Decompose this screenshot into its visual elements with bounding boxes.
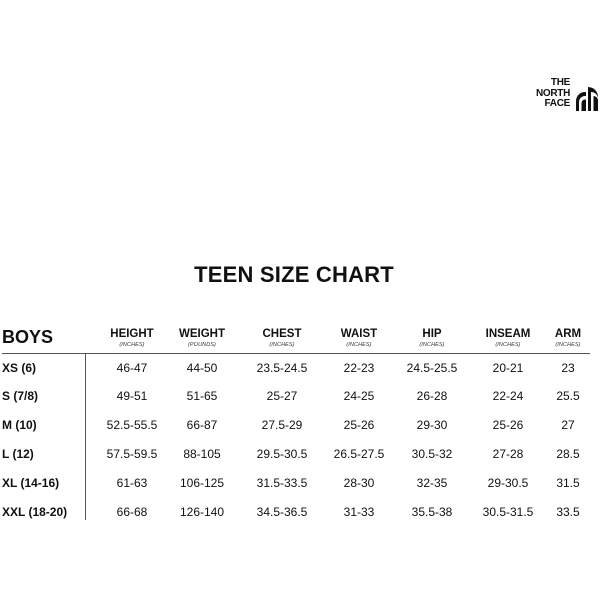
weight-cell: 126-140 (179, 505, 225, 519)
column-header-hip (400, 328, 464, 349)
weight-cell: 66-87 (186, 418, 218, 432)
inseam-cell: 29-30.5 (487, 476, 529, 490)
table-row (0, 476, 600, 496)
chest-cell: 29.5-30.5 (256, 447, 308, 461)
column-header-inseam (474, 328, 542, 349)
inseam-cell: 20-21 (492, 361, 524, 375)
inseam-cell: 30.5-31.5 (482, 505, 534, 519)
hip-cell: 24.5-25.5 (406, 361, 458, 375)
chest-cell: 31.5-33.5 (256, 476, 308, 490)
arm-cell: 25.5 (556, 389, 580, 403)
inseam-cell: 25-26 (492, 418, 524, 432)
height-cell: 46-47 (116, 361, 148, 375)
size-label: XS (6) (2, 361, 37, 375)
arm-cell: 31.5 (556, 476, 580, 490)
column-label: HEIGHT (110, 328, 154, 340)
table-row (0, 361, 600, 381)
column-unit: (INCHES) (346, 342, 372, 348)
column-label: CHEST (262, 328, 302, 340)
arm-cell: 27 (561, 418, 575, 432)
size-label: XL (14-16) (2, 476, 60, 490)
height-cell: 49-51 (116, 389, 148, 403)
waist-cell: 24-25 (343, 389, 375, 403)
column-unit: (INCHES) (555, 342, 581, 348)
column-header-height (100, 328, 164, 349)
height-cell: 61-63 (116, 476, 148, 490)
column-unit: (INCHES) (495, 342, 521, 348)
chest-cell: 25-27 (266, 389, 298, 403)
column-label: WAIST (340, 328, 378, 340)
chest-cell: 23.5-24.5 (256, 361, 308, 375)
column-label: ARM (554, 328, 582, 340)
height-cell: 57.5-59.5 (106, 447, 158, 461)
table-header (0, 326, 600, 354)
size-label: S (7/8) (2, 389, 39, 403)
column-unit: (INCHES) (419, 342, 445, 348)
size-label: M (10) (2, 418, 37, 432)
height-cell: 52.5-55.5 (106, 418, 158, 432)
column-label: WEIGHT (179, 328, 225, 340)
chest-cell: 27.5-29 (261, 418, 303, 432)
the-north-face-logo (526, 78, 598, 114)
chest-cell: 34.5-36.5 (256, 505, 308, 519)
arm-cell: 23 (561, 361, 575, 375)
hip-cell: 32-35 (416, 476, 448, 490)
waist-cell: 26.5-27.5 (333, 447, 385, 461)
column-header-arm (545, 328, 591, 349)
hip-cell: 30.5-32 (411, 447, 453, 461)
column-unit: (INCHES) (119, 342, 145, 348)
column-header-waist (326, 328, 392, 349)
group-label: BOYS (2, 327, 54, 347)
weight-cell: 44-50 (186, 361, 218, 375)
size-label: XXL (18-20) (2, 505, 68, 519)
column-header-chest (248, 328, 316, 349)
table-row (0, 418, 600, 438)
waist-cell: 22-23 (343, 361, 375, 375)
hip-cell: 26-28 (416, 389, 448, 403)
logo-wordmark (536, 78, 570, 110)
logo-line-2: NORTH (535, 87, 570, 99)
inseam-cell: 27-28 (492, 447, 524, 461)
height-cell: 66-68 (116, 505, 148, 519)
table-row (0, 505, 600, 525)
column-label: INSEAM (485, 328, 531, 340)
column-unit: (POUNDS) (188, 342, 216, 348)
table-row (0, 447, 600, 467)
logo-line-3: FACE (544, 98, 570, 109)
hip-cell: 35.5-38 (411, 505, 453, 519)
weight-cell: 51-65 (186, 389, 218, 403)
waist-cell: 31-33 (343, 505, 375, 519)
header-divider (2, 353, 590, 354)
column-header-weight (170, 328, 234, 349)
hip-cell: 29-30 (416, 418, 448, 432)
half-dome-icon (572, 79, 598, 111)
waist-cell: 28-30 (343, 476, 375, 490)
size-label: L (12) (2, 447, 34, 461)
page-title: TEEN SIZE CHART (194, 262, 394, 287)
logo-line-1: THE (550, 77, 570, 88)
table-row (0, 389, 600, 409)
arm-cell: 28.5 (556, 447, 580, 461)
weight-cell: 88-105 (183, 447, 221, 461)
weight-cell: 106-125 (179, 476, 225, 490)
column-unit: (INCHES) (269, 342, 295, 348)
waist-cell: 25-26 (343, 418, 375, 432)
inseam-cell: 22-24 (492, 389, 524, 403)
column-label: HIP (422, 328, 442, 340)
arm-cell: 33.5 (556, 505, 580, 519)
